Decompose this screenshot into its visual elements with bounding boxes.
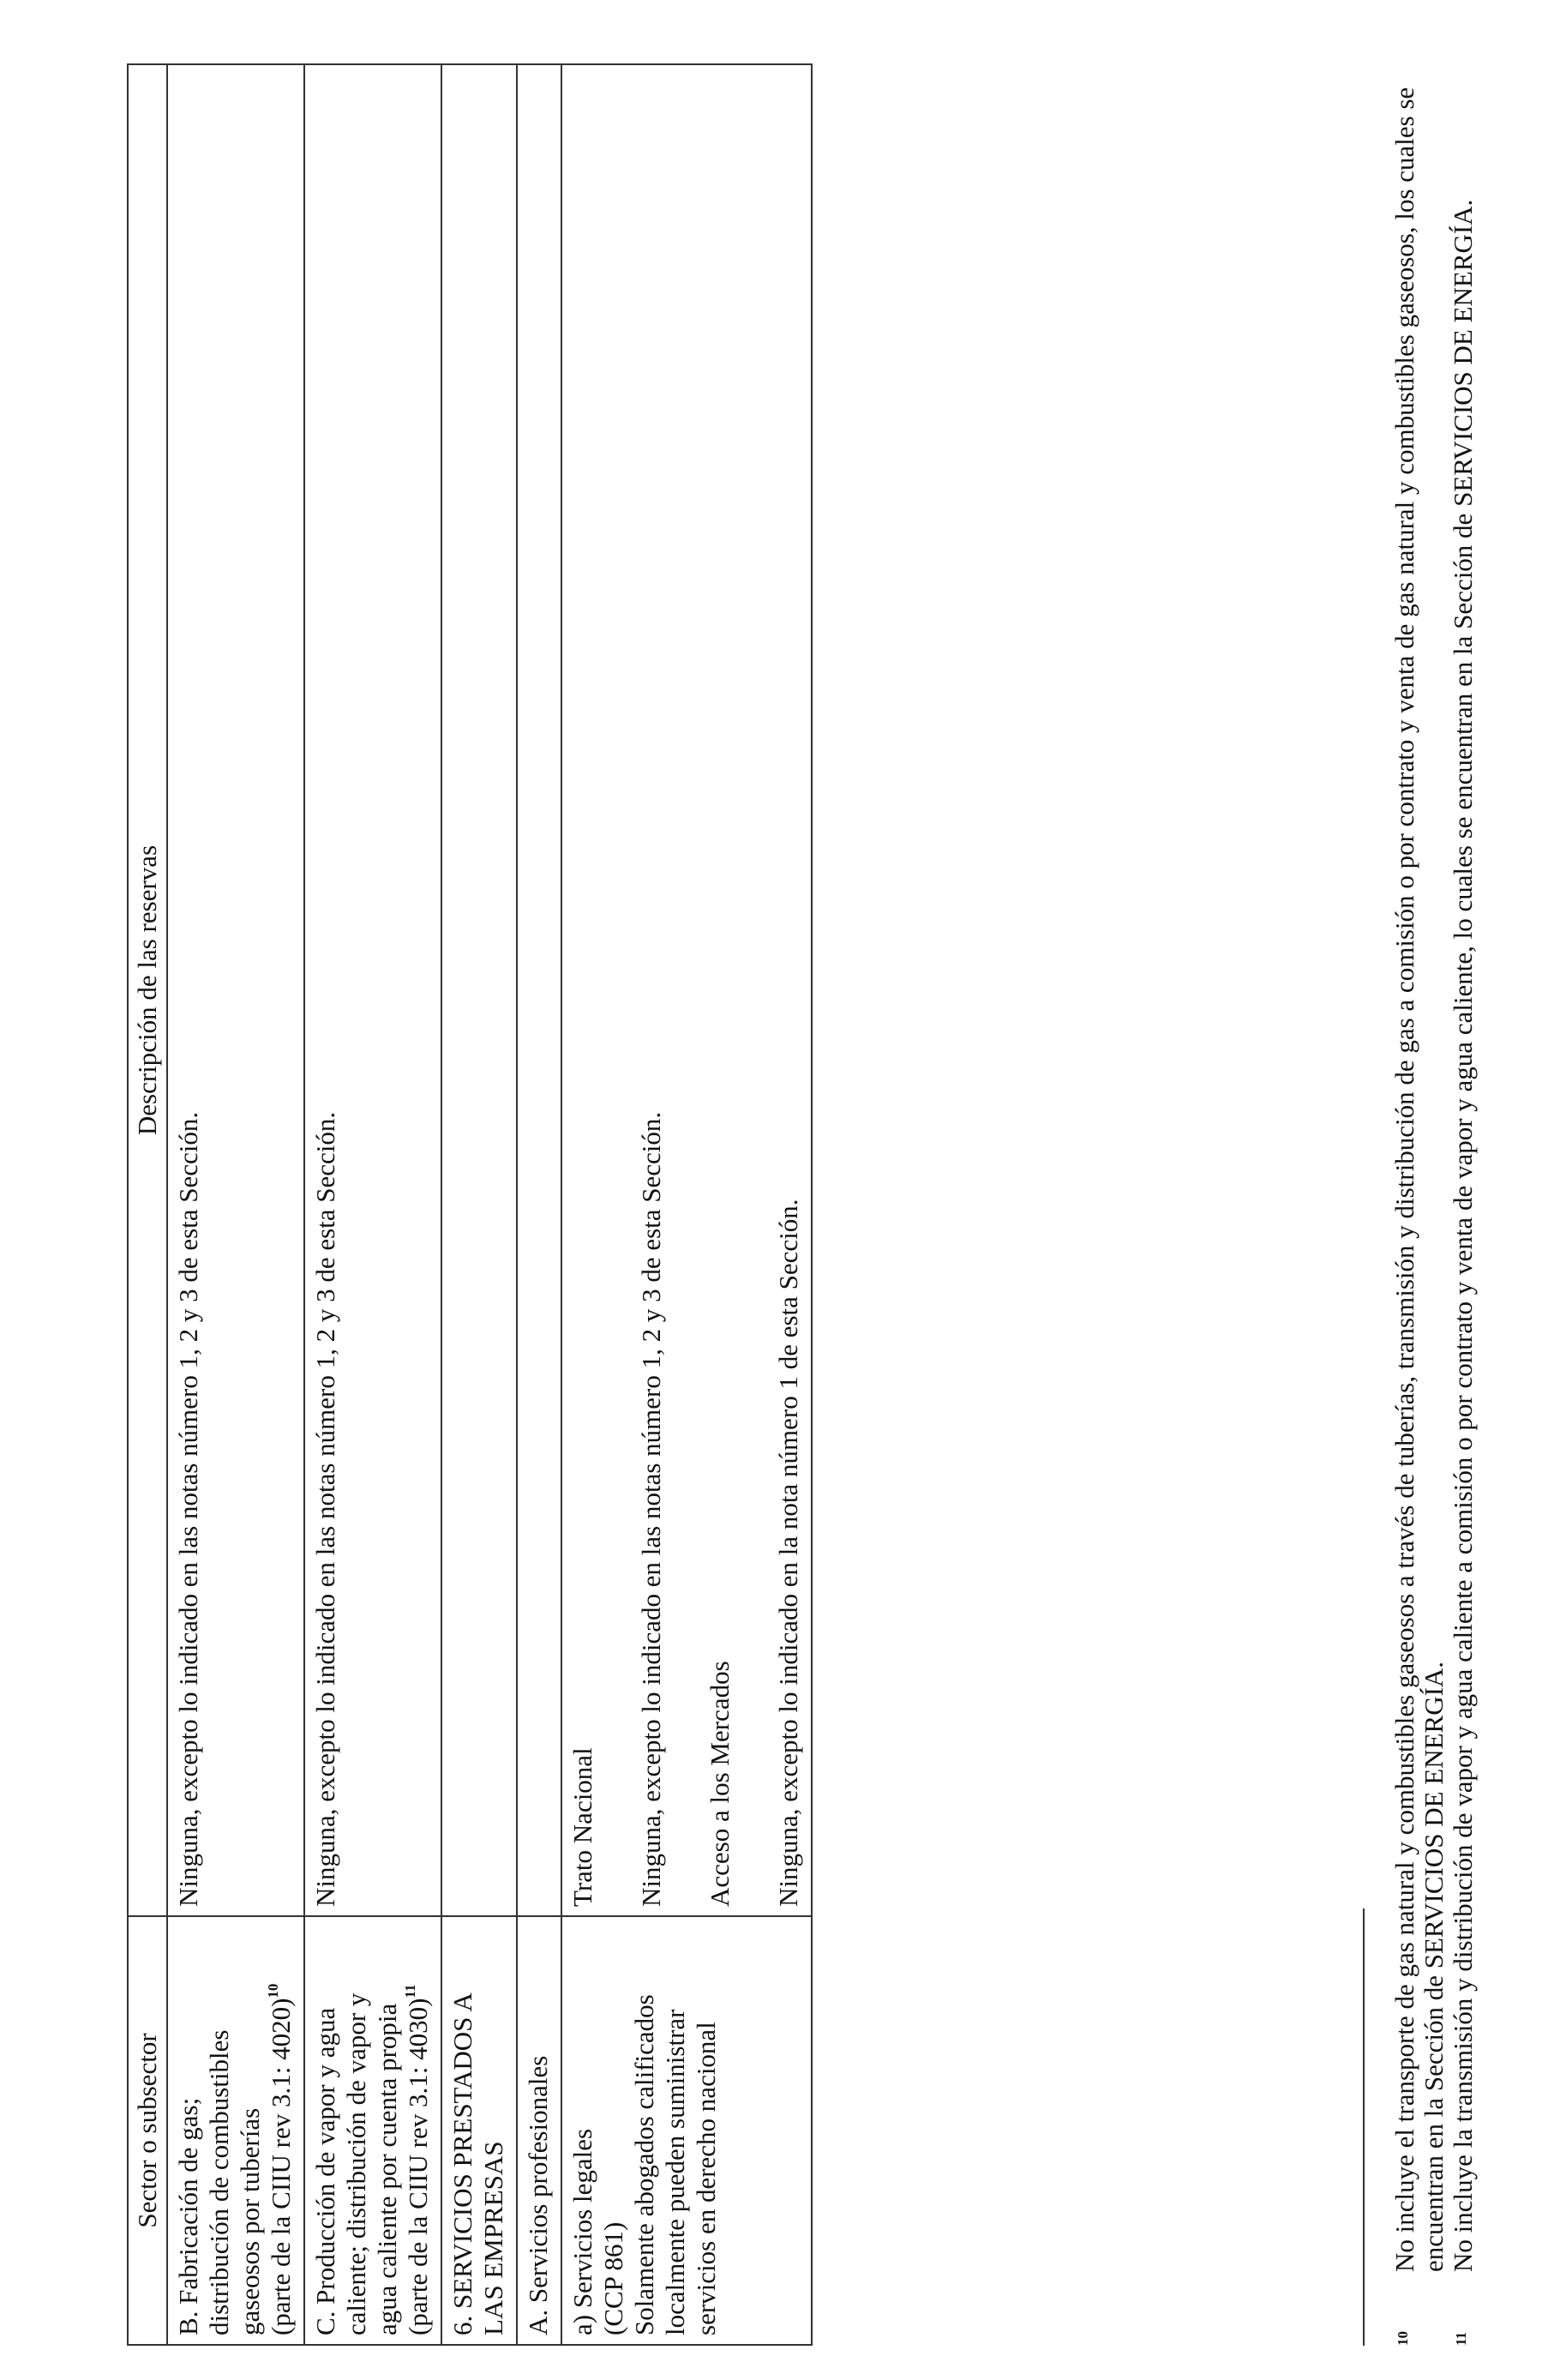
description-cell: Ninguna, excepto lo indicado en las notas número 1, 2 y 3 de esta Sección. (304, 64, 441, 1916)
acceso-mercados-text: Ninguna, excepto lo indicado en la nota número 1 de esta Sección. (773, 1199, 803, 1907)
trato-nacional-label: Trato Nacional (567, 1747, 597, 1907)
description-cell: Ninguna, excepto lo indicado en las notas número 1, 2 y 3 de esta Sección. (167, 64, 304, 1916)
sector-line: distribución de combustibles (204, 2029, 234, 2335)
footnote-number: 11 (1453, 2331, 1469, 2346)
acceso-mercados-label: Acceso a los Mercados (705, 1661, 735, 1907)
sector-cell (441, 1916, 517, 2345)
sector-line: B. Fabricación de gas; (173, 2097, 203, 2335)
footnote-ref: 10 (265, 1983, 281, 1998)
sector-cell (167, 1916, 304, 2345)
sector-cell (517, 1916, 561, 2345)
footnotes (1390, 48, 1478, 2346)
sector-cell (561, 1916, 812, 2345)
sector-line: C. Producción de vapor y agua (310, 2007, 340, 2335)
sector-line: caliente; distribución de vapor y (341, 1992, 371, 2335)
sector-line: servicios en derecho nacional (691, 2022, 721, 2335)
footnote-ref: 11 (402, 1984, 418, 1998)
sector-cell (304, 1916, 441, 2345)
spacer (735, 74, 773, 1907)
reservations-table (127, 63, 813, 2346)
footnote-number: 10 (1395, 2331, 1411, 2346)
header-description: Descripción de las reservas (128, 64, 167, 1916)
description-cell (441, 64, 517, 1916)
sector-line (266, 1926, 297, 2335)
description-cell (561, 64, 812, 1916)
sector-line: 6. SERVICIOS PRESTADOS A (447, 1992, 477, 2335)
footnote (1449, 48, 1478, 2346)
sector-line: LAS EMPRESAS (478, 2141, 508, 2335)
table-header-row (128, 64, 167, 2345)
sector-line: Solamente abogados calificados (629, 1994, 659, 2335)
spacer (667, 74, 705, 1907)
sector-line: gaseosos por tuberías (235, 2107, 265, 2335)
description-cell (517, 64, 561, 1916)
sector-line-text: (parte de la CIIU rev 3.1: 4030) (403, 1998, 433, 2335)
table-row (517, 64, 561, 2345)
table-row (167, 64, 304, 2345)
sector-line: a) Servicios legales (567, 2128, 597, 2335)
footnote-text: No incluye la transmisión y distribución de vapor y agua caliente a comisión o por contrato y venta de vapor y agua caliente, lo cuales se encuentran en la Sección de SERVICIOS DE ENERGÍA. (1448, 199, 1478, 2272)
sector-line: (CCP 861) (598, 2221, 628, 2335)
header-sector: Sector o subsector (128, 1916, 167, 2345)
footnote-text: No incluye el transporte de gas natural y combustibles gaseosos a través de tuberías, transmisión y distribución de gas a comisión o por contrato y venta de gas natural y combustibles gaseosos, los cuales se encuentran en la Sección de SERVICIOS DE ENERGÍA. (1389, 87, 1449, 2272)
sector-line-text: (parte de la CIIU rev 3.1: 4020) (266, 1998, 296, 2335)
table-row (304, 64, 441, 2345)
sector-line: localmente pueden suministrar (660, 2009, 690, 2335)
footnote (1390, 48, 1449, 2346)
table-row (441, 64, 517, 2345)
trato-nacional-text: Ninguna, excepto lo indicado en las notas número 1, 2 y 3 de esta Sección. (636, 1111, 666, 1907)
sector-line: A. Servicios profesionales (523, 2055, 553, 2335)
table-row (561, 64, 812, 2345)
sector-line: agua caliente por cuenta propia (372, 2003, 402, 2335)
footnote-divider (1363, 1908, 1365, 2346)
sector-line (403, 1926, 434, 2335)
spacer (598, 74, 636, 1907)
